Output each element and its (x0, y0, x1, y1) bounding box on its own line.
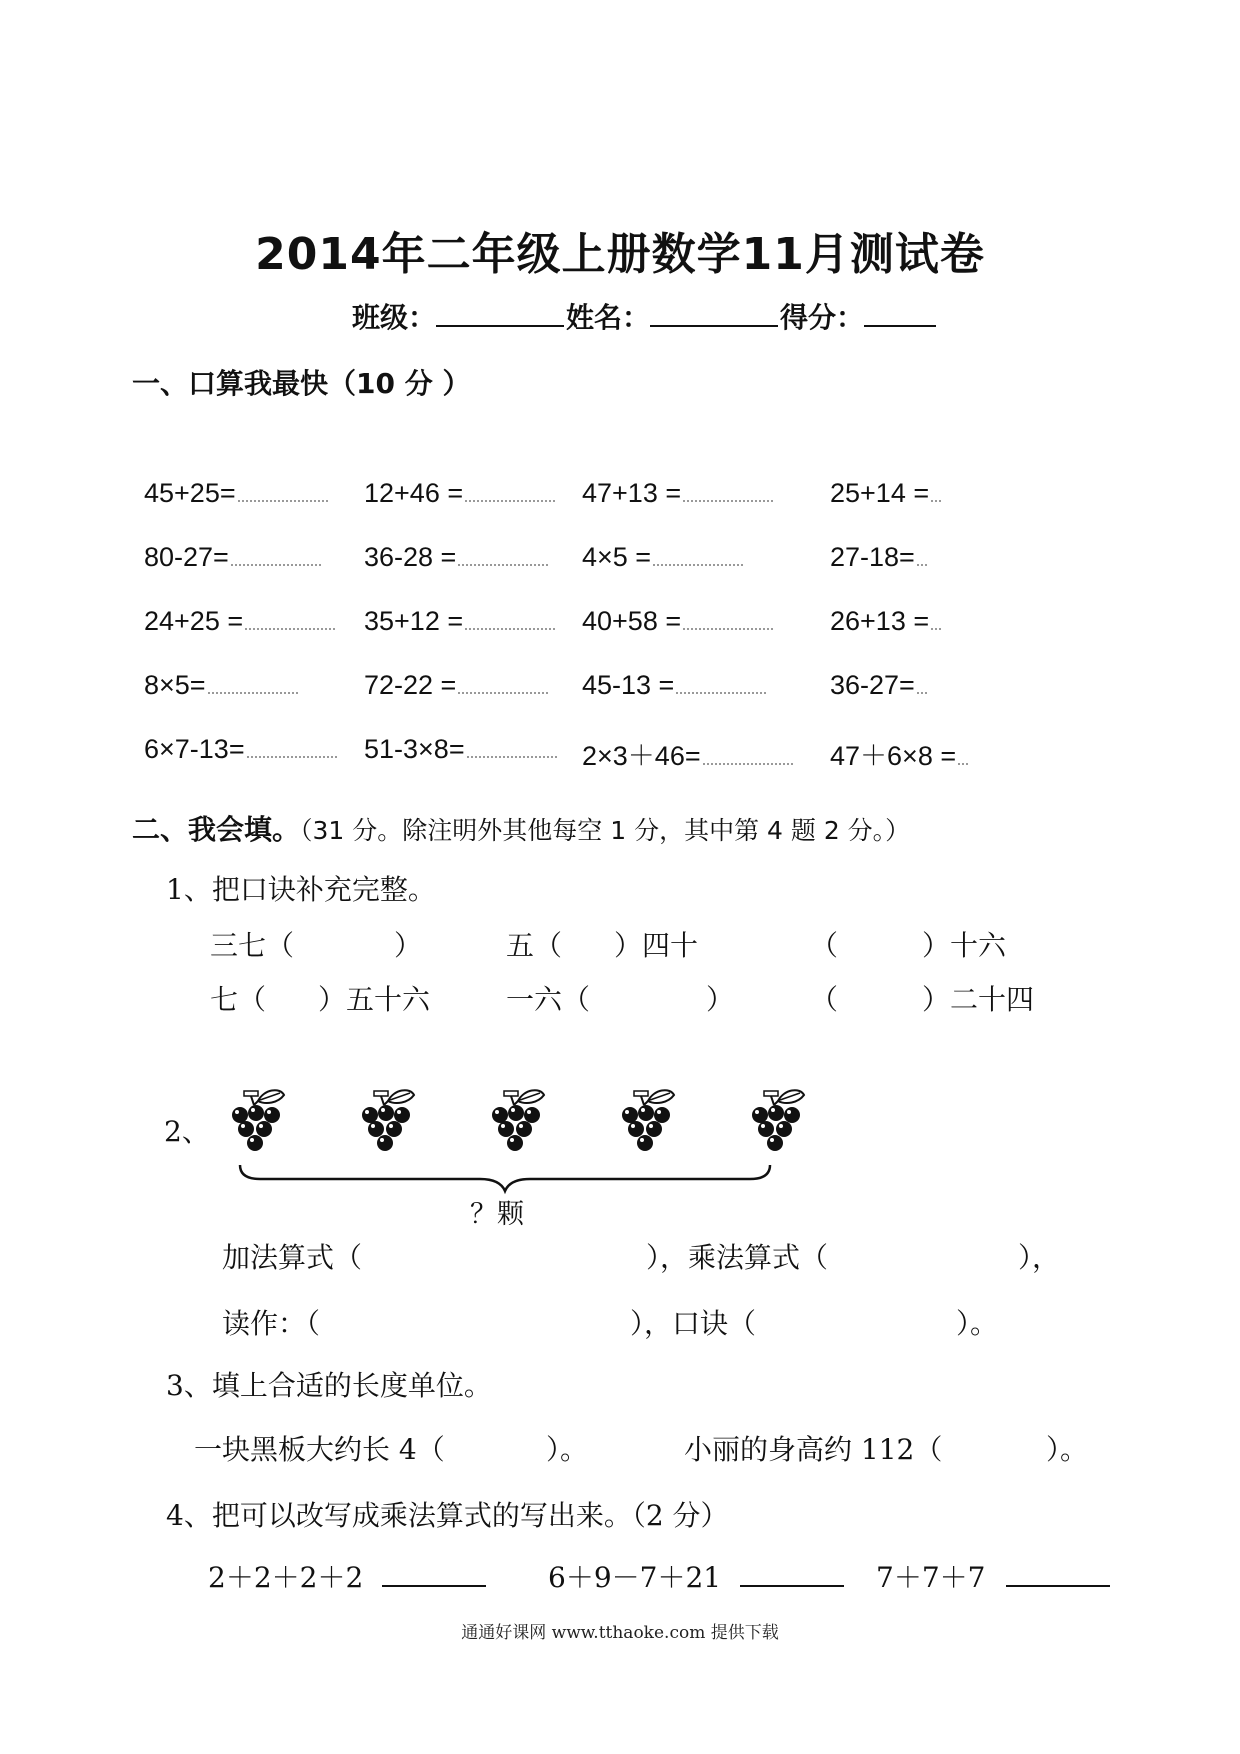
equation-text: 36-27= (830, 670, 915, 700)
section2-title: 二、我会填。 (132, 813, 301, 846)
class-blank[interactable] (436, 299, 564, 327)
q1-row2-a: 七（ (210, 983, 267, 1016)
grape-bunch-icon (752, 1090, 804, 1151)
q2-line2-end: ）。 (956, 1307, 999, 1340)
equation-item (830, 542, 927, 573)
answer-blank[interactable] (247, 734, 337, 758)
q1-row1-f: ）十六 (922, 929, 1007, 962)
section2-note: （31 分。除注明外其他每空 1 分，其中第 4 题 2 分。） (300, 816, 911, 845)
class-label: 班级： (352, 301, 437, 334)
equation-text: 4×5 = (582, 542, 652, 572)
answer-blank[interactable] (465, 606, 555, 630)
q3-a-suffix: ）。 (546, 1433, 589, 1466)
q3-b-prefix: 小丽的身高约 112（ (684, 1433, 943, 1466)
grape-bunch-icon (622, 1090, 674, 1151)
answer-blank[interactable] (231, 542, 321, 566)
answer-blank[interactable] (208, 670, 298, 694)
q4-answer-1[interactable] (382, 1559, 486, 1587)
equation-item (364, 542, 548, 573)
name-label: 姓名： (566, 301, 651, 334)
q2-multiplication-label: ），乘法算式（ (646, 1241, 829, 1274)
q4-expression-3: 7＋7＋7 (876, 1561, 986, 1594)
answer-blank[interactable] (458, 542, 548, 566)
equation-item (364, 670, 548, 701)
answer-blank[interactable] (931, 478, 941, 502)
equation-item (830, 670, 927, 701)
equation-text: 27-18= (830, 542, 915, 572)
equation-text: 25+14 = (830, 478, 930, 508)
brace-icon (240, 1165, 770, 1191)
section2-heading (132, 808, 910, 848)
equation-item (582, 670, 766, 701)
grape-bunch-icon (362, 1090, 414, 1151)
equation-item (144, 606, 335, 637)
answer-blank[interactable] (467, 734, 557, 758)
equation-item (582, 478, 773, 509)
equation-item (830, 734, 968, 773)
name-blank[interactable] (650, 299, 778, 327)
equation-text: 51-3×8= (364, 734, 465, 764)
q1-row2-d: ） (706, 983, 735, 1016)
equation-text: 72-22 = (364, 670, 457, 700)
q4-label: 4、把可以改写成乘法算式的写出来。（2 分） (166, 1499, 729, 1532)
answer-blank[interactable] (958, 741, 968, 765)
equation-item (144, 670, 298, 701)
q4-item-3 (876, 1556, 1110, 1596)
equation-text: 35+12 = (364, 606, 464, 636)
equation-text: 2×3＋46= (582, 741, 701, 771)
score-blank[interactable] (864, 299, 936, 327)
q1-row1-c: 五（ (506, 929, 563, 962)
grape-bunch-icon (232, 1090, 284, 1151)
answer-blank[interactable] (458, 670, 548, 694)
q3-label: 3、填上合适的长度单位。 (166, 1369, 492, 1402)
equation-item (144, 734, 337, 765)
q4-expression-1: 2＋2＋2＋2 (208, 1561, 364, 1594)
equation-item (364, 734, 557, 765)
equation-item (582, 542, 743, 573)
section1-heading: 一、口算我最快（10 分 ） (132, 367, 471, 400)
q2-addition-label: 加法算式（ (222, 1241, 363, 1274)
grape-bunch-icon (492, 1090, 544, 1151)
q4-expression-2: 6＋9－7＋21 (548, 1561, 722, 1594)
equation-item (582, 606, 773, 637)
answer-blank[interactable] (703, 741, 793, 765)
grapes-illustration (200, 1085, 820, 1205)
answer-blank[interactable] (917, 670, 927, 694)
answer-blank[interactable] (653, 542, 743, 566)
q2-line1-end: ）， (1018, 1241, 1061, 1274)
q2-label: 2、 (164, 1115, 210, 1148)
equation-text: 6×7-13= (144, 734, 245, 764)
answer-blank[interactable] (683, 606, 773, 630)
answer-blank[interactable] (931, 606, 941, 630)
equation-text: 47＋6×8 = (830, 741, 957, 771)
q1-row2-c: 一六（ (506, 983, 591, 1016)
equation-text: 8×5= (144, 670, 206, 700)
equation-item (144, 542, 321, 573)
q3-a-prefix: 一块黑板大约长 4（ (194, 1433, 445, 1466)
q4-answer-3[interactable] (1006, 1559, 1110, 1587)
answer-blank[interactable] (238, 478, 328, 502)
footer-credit: 通通好课网 www.tthaoke.com 提供下载 (461, 1623, 779, 1643)
q4-answer-2[interactable] (740, 1559, 844, 1587)
equation-item (830, 606, 941, 637)
equation-text: 45-13 = (582, 670, 675, 700)
answer-blank[interactable] (676, 670, 766, 694)
q1-row1-d: ）四十 (614, 929, 699, 962)
equation-item (144, 478, 328, 509)
q2-rhyme-label: ），口诀（ (630, 1307, 757, 1340)
q1-row1-e: （ (810, 929, 839, 962)
q1-row1-a: 三七（ (210, 929, 295, 962)
answer-blank[interactable] (465, 478, 555, 502)
q2-read-label: 读作：（ (222, 1307, 321, 1340)
equation-item (830, 478, 941, 509)
equation-text: 47+13 = (582, 478, 682, 508)
answer-blank[interactable] (683, 478, 773, 502)
brace-label: ？颗 (470, 1199, 524, 1230)
q4-item-2 (548, 1556, 844, 1596)
page-title: 2014年二年级上册数学11月测试卷 (255, 229, 985, 280)
equation-item (582, 734, 793, 773)
equation-item (364, 606, 555, 637)
answer-blank[interactable] (245, 606, 335, 630)
equation-text: 24+25 = (144, 606, 244, 636)
q4-item-1 (208, 1556, 486, 1596)
equation-text: 26+13 = (830, 606, 930, 636)
equation-text: 40+58 = (582, 606, 682, 636)
equation-text: 45+25= (144, 478, 236, 508)
q1-label: 1、把口诀补充完整。 (166, 873, 436, 906)
q3-b-suffix: ）。 (1046, 1433, 1089, 1466)
q1-row2-e: （ (810, 983, 839, 1016)
student-info-line (352, 296, 938, 336)
q1-row2-b: ）五十六 (318, 983, 431, 1016)
q1-row1-b: ） (394, 929, 423, 962)
score-label: 得分： (780, 301, 865, 334)
answer-blank[interactable] (917, 542, 927, 566)
equation-text: 36-28 = (364, 542, 457, 572)
equation-text: 80-27= (144, 542, 229, 572)
q1-row2-f: ）二十四 (922, 983, 1035, 1016)
equation-item (364, 478, 555, 509)
equation-text: 12+46 = (364, 478, 464, 508)
